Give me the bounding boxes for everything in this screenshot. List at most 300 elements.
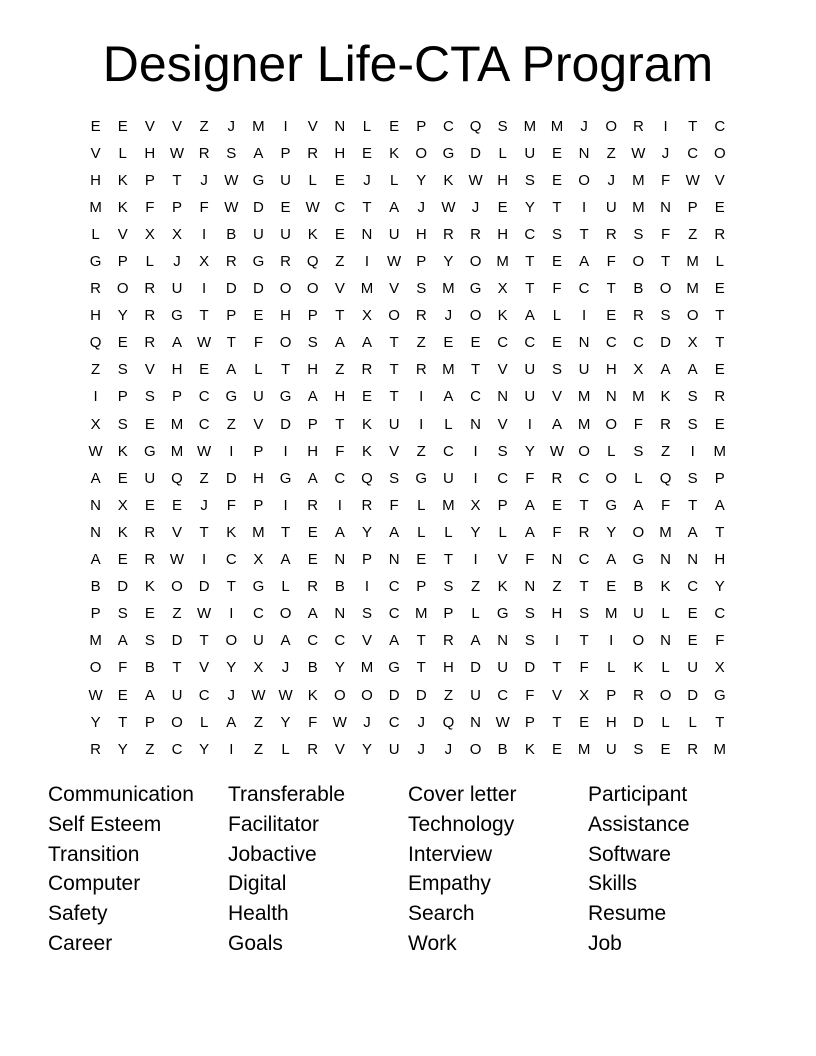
grid-cell[interactable]: U — [252, 388, 264, 406]
grid-cell[interactable]: S — [551, 225, 562, 243]
grid-cell[interactable]: I — [202, 280, 207, 298]
grid-cell[interactable]: C — [307, 632, 319, 650]
grid-cell[interactable]: U — [388, 225, 400, 243]
grid-cell[interactable]: M — [577, 740, 591, 758]
grid-cell[interactable]: O — [659, 686, 672, 704]
grid-cell[interactable]: D — [117, 578, 129, 596]
grid-cell[interactable]: Y — [90, 713, 101, 731]
grid-cell[interactable]: M — [713, 442, 727, 460]
grid-cell[interactable]: E — [307, 523, 318, 541]
grid-cell[interactable]: S — [117, 605, 128, 623]
grid-cell[interactable]: T — [552, 198, 562, 216]
grid-cell[interactable]: M — [252, 523, 265, 541]
grid-cell[interactable]: E — [551, 144, 562, 162]
grid-cell[interactable]: J — [173, 253, 181, 271]
grid-cell[interactable]: I — [690, 442, 695, 460]
grid-cell[interactable]: H — [280, 307, 291, 325]
grid-cell[interactable]: A — [606, 551, 617, 569]
grid-cell[interactable]: Q — [469, 117, 482, 135]
grid-cell[interactable]: M — [686, 253, 699, 271]
grid-cell[interactable]: N — [660, 551, 671, 569]
grid-cell[interactable]: F — [308, 713, 318, 731]
grid-cell[interactable]: Z — [443, 686, 453, 704]
grid-cell[interactable]: Y — [524, 442, 535, 460]
grid-cell[interactable]: R — [90, 280, 101, 298]
grid-cell[interactable]: K — [117, 442, 128, 460]
grid-cell[interactable]: A — [551, 415, 562, 433]
grid-cell[interactable]: L — [661, 605, 670, 623]
grid-cell[interactable]: D — [660, 334, 671, 352]
grid-cell[interactable]: O — [713, 144, 726, 162]
grid-cell[interactable]: F — [715, 632, 725, 650]
grid-cell[interactable]: E — [714, 415, 725, 433]
grid-cell[interactable]: P — [90, 605, 101, 623]
grid-cell[interactable]: A — [524, 496, 535, 514]
grid-cell[interactable]: E — [253, 307, 264, 325]
grid-cell[interactable]: V — [171, 117, 182, 135]
grid-cell[interactable]: C — [524, 334, 536, 352]
grid-cell[interactable]: K — [660, 578, 671, 596]
grid-cell[interactable]: E — [551, 171, 562, 189]
grid-cell[interactable]: E — [171, 496, 182, 514]
grid-cell[interactable]: V — [497, 415, 508, 433]
grid-cell[interactable]: P — [416, 253, 427, 271]
grid-cell[interactable]: N — [334, 551, 346, 569]
grid-cell[interactable]: M — [632, 171, 645, 189]
grid-cell[interactable]: O — [469, 307, 482, 325]
grid-cell[interactable]: A — [90, 469, 101, 487]
grid-cell[interactable]: W — [224, 198, 239, 216]
grid-cell[interactable]: C — [198, 415, 210, 433]
grid-cell[interactable]: G — [279, 469, 292, 487]
grid-cell[interactable]: P — [117, 253, 128, 271]
grid-cell[interactable]: D — [252, 198, 264, 216]
grid-cell[interactable]: Z — [470, 578, 481, 596]
grid-cell[interactable]: S — [497, 442, 508, 460]
grid-cell[interactable]: T — [172, 659, 182, 677]
grid-cell[interactable]: U — [171, 280, 183, 298]
grid-cell[interactable]: E — [551, 253, 562, 271]
grid-cell[interactable]: U — [252, 632, 264, 650]
grid-cell[interactable]: H — [90, 307, 101, 325]
grid-cell[interactable]: V — [714, 171, 725, 189]
grid-cell[interactable]: L — [281, 578, 290, 596]
grid-cell[interactable]: Y — [199, 740, 210, 758]
grid-cell[interactable]: G — [252, 253, 265, 271]
grid-cell[interactable]: W — [305, 198, 320, 216]
grid-cell[interactable]: J — [363, 171, 371, 189]
grid-cell[interactable]: Y — [416, 171, 427, 189]
grid-cell[interactable]: Z — [145, 740, 155, 758]
grid-cell[interactable]: S — [497, 117, 508, 135]
grid-cell[interactable]: J — [580, 117, 588, 135]
grid-cell[interactable]: I — [337, 496, 342, 514]
grid-cell[interactable]: O — [415, 144, 428, 162]
grid-cell[interactable]: W — [332, 713, 347, 731]
grid-cell[interactable]: J — [281, 659, 290, 677]
grid-cell[interactable]: A — [171, 334, 182, 352]
grid-cell[interactable]: M — [170, 415, 184, 433]
grid-cell[interactable]: A — [334, 334, 345, 352]
grid-cell[interactable]: S — [144, 632, 155, 650]
grid-cell[interactable]: K — [660, 388, 671, 406]
grid-cell[interactable]: P — [416, 578, 427, 596]
grid-cell[interactable]: T — [335, 307, 345, 325]
grid-cell[interactable]: A — [579, 253, 590, 271]
grid-cell[interactable]: S — [633, 740, 644, 758]
grid-cell[interactable]: V — [117, 225, 128, 243]
grid-cell[interactable]: L — [199, 713, 209, 731]
grid-cell[interactable]: T — [715, 713, 725, 731]
grid-cell[interactable]: C — [388, 713, 400, 731]
grid-cell[interactable]: S — [226, 144, 237, 162]
grid-cell[interactable]: S — [660, 307, 671, 325]
grid-cell[interactable]: C — [470, 388, 481, 406]
grid-cell[interactable]: B — [497, 740, 508, 758]
grid-cell[interactable]: W — [169, 551, 185, 569]
grid-cell[interactable]: V — [90, 144, 101, 162]
grid-cell[interactable]: O — [334, 686, 346, 704]
grid-cell[interactable]: A — [307, 388, 318, 406]
grid-cell[interactable]: G — [632, 551, 645, 569]
grid-cell[interactable]: X — [497, 280, 508, 298]
grid-cell[interactable]: S — [443, 578, 454, 596]
grid-cell[interactable]: M — [550, 117, 564, 135]
grid-cell[interactable]: Z — [416, 442, 426, 460]
grid-cell[interactable]: Z — [416, 334, 426, 352]
grid-cell[interactable]: P — [524, 713, 535, 731]
grid-cell[interactable]: O — [632, 523, 645, 541]
grid-cell[interactable]: O — [171, 713, 183, 731]
grid-cell[interactable]: G — [415, 469, 428, 487]
grid-cell[interactable]: I — [202, 551, 207, 569]
grid-cell[interactable]: I — [554, 632, 560, 650]
grid-cell[interactable]: O — [605, 415, 618, 433]
grid-cell[interactable]: H — [90, 171, 101, 189]
grid-cell[interactable]: W — [197, 605, 212, 623]
grid-cell[interactable]: U — [605, 198, 617, 216]
grid-cell[interactable]: T — [470, 361, 481, 379]
grid-cell[interactable]: A — [144, 686, 155, 704]
grid-cell[interactable]: L — [417, 496, 426, 514]
grid-cell[interactable]: T — [199, 632, 209, 650]
grid-cell[interactable]: C — [578, 280, 590, 298]
grid-cell[interactable]: K — [389, 144, 400, 162]
grid-cell[interactable]: O — [605, 117, 618, 135]
grid-cell[interactable]: Q — [171, 469, 183, 487]
grid-cell[interactable]: L — [607, 659, 616, 677]
grid-cell[interactable]: F — [145, 198, 155, 216]
grid-cell[interactable]: N — [334, 605, 346, 623]
grid-cell[interactable]: U — [524, 361, 536, 379]
grid-cell[interactable]: X — [253, 551, 264, 569]
grid-cell[interactable]: H — [497, 171, 509, 189]
grid-cell[interactable]: O — [686, 307, 699, 325]
grid-cell[interactable]: W — [495, 713, 510, 731]
grid-cell[interactable]: W — [88, 442, 103, 460]
grid-cell[interactable]: P — [171, 198, 182, 216]
grid-cell[interactable]: O — [279, 280, 292, 298]
grid-cell[interactable]: L — [688, 713, 697, 731]
grid-cell[interactable]: R — [714, 225, 726, 243]
grid-cell[interactable]: E — [606, 578, 617, 596]
grid-cell[interactable]: D — [415, 686, 427, 704]
grid-cell[interactable]: J — [607, 171, 615, 189]
grid-cell[interactable]: T — [688, 496, 698, 514]
grid-cell[interactable]: A — [253, 144, 264, 162]
grid-cell[interactable]: F — [118, 659, 128, 677]
grid-cell[interactable]: Z — [90, 361, 101, 379]
grid-cell[interactable]: I — [419, 388, 424, 406]
grid-cell[interactable]: O — [632, 253, 645, 271]
grid-cell[interactable]: O — [279, 334, 292, 352]
grid-cell[interactable]: M — [89, 632, 102, 650]
grid-cell[interactable]: I — [229, 740, 234, 758]
grid-cell[interactable]: R — [225, 253, 237, 271]
grid-cell[interactable]: J — [444, 307, 453, 325]
grid-cell[interactable]: R — [578, 523, 590, 541]
grid-cell[interactable]: M — [252, 117, 265, 135]
grid-cell[interactable]: R — [307, 740, 319, 758]
grid-cell[interactable]: E — [307, 551, 318, 569]
grid-cell[interactable]: P — [443, 605, 454, 623]
grid-cell[interactable]: X — [117, 496, 128, 514]
grid-cell[interactable]: A — [443, 388, 454, 406]
grid-cell[interactable]: L — [552, 307, 562, 325]
grid-cell[interactable]: T — [389, 334, 399, 352]
grid-cell[interactable]: H — [334, 144, 346, 162]
grid-cell[interactable]: B — [633, 280, 644, 298]
grid-cell[interactable]: X — [361, 307, 372, 325]
grid-cell[interactable]: L — [444, 523, 453, 541]
grid-cell[interactable]: E — [579, 713, 590, 731]
grid-cell[interactable]: P — [144, 171, 155, 189]
grid-cell[interactable]: G — [469, 280, 482, 298]
grid-cell[interactable]: V — [199, 659, 210, 677]
grid-cell[interactable]: B — [226, 225, 237, 243]
grid-cell[interactable]: G — [89, 253, 102, 271]
grid-cell[interactable]: S — [117, 415, 128, 433]
grid-cell[interactable]: H — [144, 144, 156, 162]
grid-cell[interactable]: C — [687, 578, 699, 596]
grid-cell[interactable]: R — [551, 469, 563, 487]
grid-cell[interactable]: F — [253, 334, 263, 352]
grid-cell[interactable]: L — [254, 361, 263, 379]
grid-cell[interactable]: K — [117, 523, 128, 541]
grid-cell[interactable]: N — [497, 632, 509, 650]
grid-cell[interactable]: S — [687, 469, 698, 487]
grid-cell[interactable]: X — [714, 659, 725, 677]
grid-cell[interactable]: P — [416, 117, 427, 135]
grid-cell[interactable]: O — [659, 280, 672, 298]
grid-cell[interactable]: N — [334, 117, 346, 135]
grid-cell[interactable]: C — [497, 686, 509, 704]
grid-cell[interactable]: J — [227, 686, 236, 704]
grid-cell[interactable]: L — [661, 659, 670, 677]
grid-cell[interactable]: F — [606, 253, 616, 271]
grid-cell[interactable]: K — [307, 686, 318, 704]
grid-cell[interactable]: I — [473, 551, 478, 569]
grid-cell[interactable]: N — [578, 334, 590, 352]
grid-cell[interactable]: E — [551, 334, 562, 352]
grid-cell[interactable]: C — [687, 144, 699, 162]
grid-cell[interactable]: P — [144, 713, 155, 731]
grid-cell[interactable]: U — [388, 740, 400, 758]
grid-cell[interactable]: N — [497, 388, 509, 406]
grid-cell[interactable]: P — [307, 307, 318, 325]
grid-cell[interactable]: L — [715, 253, 724, 271]
grid-cell[interactable]: E — [714, 280, 725, 298]
grid-cell[interactable]: A — [524, 307, 535, 325]
grid-cell[interactable]: C — [442, 117, 454, 135]
grid-cell[interactable]: K — [117, 171, 128, 189]
grid-cell[interactable]: I — [527, 415, 532, 433]
grid-cell[interactable]: E — [117, 551, 128, 569]
grid-cell[interactable]: O — [279, 605, 292, 623]
grid-cell[interactable]: T — [579, 225, 589, 243]
grid-cell[interactable]: F — [660, 496, 671, 514]
grid-cell[interactable]: T — [280, 361, 291, 379]
grid-cell[interactable]: R — [307, 496, 319, 514]
grid-cell[interactable]: C — [578, 469, 590, 487]
grid-cell[interactable]: S — [361, 605, 372, 623]
grid-cell[interactable]: C — [334, 469, 346, 487]
grid-cell[interactable]: Y — [334, 659, 345, 677]
grid-cell[interactable]: T — [226, 578, 236, 596]
grid-cell[interactable]: E — [117, 117, 128, 135]
grid-cell[interactable]: E — [687, 632, 698, 650]
grid-cell[interactable]: J — [661, 144, 670, 162]
grid-cell[interactable]: O — [469, 740, 482, 758]
grid-cell[interactable]: T — [715, 523, 725, 541]
grid-cell[interactable]: P — [171, 388, 182, 406]
grid-cell[interactable]: W — [549, 442, 565, 460]
grid-cell[interactable]: M — [686, 280, 699, 298]
grid-cell[interactable]: N — [470, 415, 481, 433]
grid-cell[interactable]: C — [334, 198, 346, 216]
grid-cell[interactable]: Y — [361, 523, 372, 541]
grid-cell[interactable]: N — [605, 388, 617, 406]
grid-cell[interactable]: M — [360, 280, 374, 298]
grid-cell[interactable]: A — [90, 551, 101, 569]
grid-cell[interactable]: V — [144, 117, 155, 135]
grid-cell[interactable]: H — [252, 469, 264, 487]
grid-cell[interactable]: U — [497, 659, 509, 677]
grid-cell[interactable]: Z — [552, 578, 562, 596]
grid-cell[interactable]: R — [442, 225, 454, 243]
grid-cell[interactable]: Z — [199, 117, 209, 135]
grid-cell[interactable]: E — [714, 361, 725, 379]
grid-cell[interactable]: M — [713, 740, 727, 758]
grid-cell[interactable]: S — [524, 171, 535, 189]
grid-cell[interactable]: C — [524, 225, 536, 243]
grid-cell[interactable]: E — [470, 334, 481, 352]
grid-cell[interactable]: Y — [117, 740, 128, 758]
grid-cell[interactable]: N — [470, 713, 481, 731]
grid-cell[interactable]: I — [419, 415, 424, 433]
grid-cell[interactable]: I — [473, 469, 478, 487]
grid-cell[interactable]: M — [496, 253, 509, 271]
grid-cell[interactable]: A — [714, 496, 725, 514]
grid-cell[interactable]: L — [389, 171, 399, 189]
grid-cell[interactable]: U — [470, 686, 481, 704]
grid-cell[interactable]: X — [144, 225, 155, 243]
grid-cell[interactable]: G — [605, 496, 618, 514]
grid-cell[interactable]: F — [579, 659, 589, 677]
grid-cell[interactable]: A — [389, 523, 400, 541]
grid-cell[interactable]: F — [226, 496, 236, 514]
grid-cell[interactable]: J — [200, 496, 208, 514]
grid-cell[interactable]: T — [552, 659, 562, 677]
grid-cell[interactable]: D — [252, 280, 264, 298]
grid-cell[interactable]: E — [117, 469, 128, 487]
grid-cell[interactable]: E — [117, 334, 128, 352]
grid-cell[interactable]: A — [226, 361, 237, 379]
grid-cell[interactable]: T — [715, 334, 725, 352]
grid-cell[interactable]: M — [577, 388, 591, 406]
grid-cell[interactable]: I — [364, 578, 370, 596]
grid-cell[interactable]: A — [307, 605, 318, 623]
grid-cell[interactable]: O — [171, 578, 183, 596]
letter-grid[interactable] — [82, 113, 734, 763]
grid-cell[interactable]: E — [280, 198, 291, 216]
grid-cell[interactable]: N — [687, 551, 699, 569]
grid-cell[interactable]: H — [171, 361, 183, 379]
grid-cell[interactable]: W — [387, 253, 402, 271]
grid-cell[interactable]: F — [199, 198, 209, 216]
grid-cell[interactable]: K — [524, 740, 535, 758]
grid-cell[interactable]: L — [308, 171, 317, 189]
grid-cell[interactable]: A — [687, 523, 698, 541]
grid-cell[interactable]: E — [606, 307, 617, 325]
grid-cell[interactable]: V — [171, 523, 182, 541]
grid-cell[interactable]: I — [283, 496, 288, 514]
grid-cell[interactable]: W — [441, 198, 456, 216]
grid-cell[interactable]: W — [251, 686, 266, 704]
grid-cell[interactable]: C — [497, 469, 509, 487]
grid-cell[interactable]: W — [278, 686, 293, 704]
grid-cell[interactable]: F — [633, 415, 643, 433]
grid-cell[interactable]: P — [280, 144, 291, 162]
grid-cell[interactable]: L — [661, 713, 670, 731]
grid-cell[interactable]: O — [605, 469, 618, 487]
grid-cell[interactable]: L — [498, 144, 507, 162]
grid-cell[interactable]: A — [470, 632, 481, 650]
grid-cell[interactable]: H — [442, 659, 454, 677]
grid-cell[interactable]: P — [307, 415, 318, 433]
grid-cell[interactable]: W — [197, 334, 212, 352]
grid-cell[interactable]: T — [416, 632, 426, 650]
grid-cell[interactable]: T — [389, 361, 399, 379]
grid-cell[interactable]: G — [252, 578, 265, 596]
grid-cell[interactable]: W — [224, 171, 239, 189]
grid-cell[interactable]: W — [468, 171, 483, 189]
grid-cell[interactable]: E — [117, 686, 128, 704]
grid-cell[interactable]: U — [524, 144, 536, 162]
grid-cell[interactable]: I — [609, 632, 614, 650]
grid-cell[interactable]: O — [361, 686, 373, 704]
grid-cell[interactable]: E — [497, 198, 508, 216]
grid-cell[interactable]: T — [525, 280, 535, 298]
grid-cell[interactable]: E — [416, 551, 427, 569]
grid-cell[interactable]: N — [361, 225, 373, 243]
grid-cell[interactable]: R — [714, 388, 726, 406]
grid-cell[interactable]: K — [443, 171, 454, 189]
grid-cell[interactable]: Q — [659, 469, 672, 487]
grid-cell[interactable]: P — [117, 388, 128, 406]
grid-cell[interactable]: H — [605, 361, 617, 379]
grid-cell[interactable]: M — [442, 361, 455, 379]
